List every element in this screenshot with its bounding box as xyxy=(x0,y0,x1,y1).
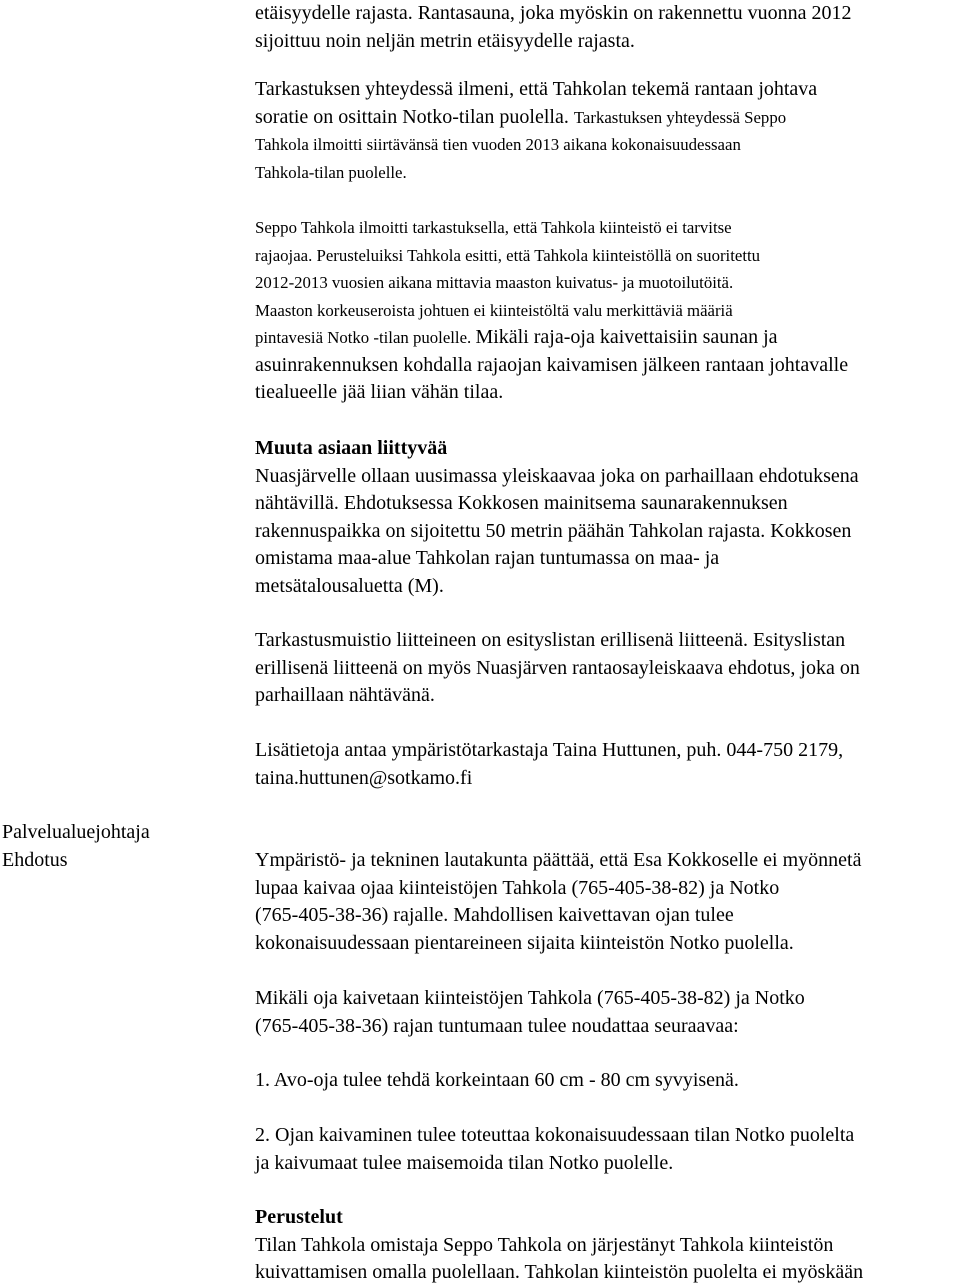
text-line xyxy=(255,0,960,28)
text-line xyxy=(255,518,960,546)
text-line xyxy=(255,463,960,491)
text-line xyxy=(255,1259,960,1287)
text-run: Tarkastusmuistio liitteineen on esityslistan erillisenä liitteenä. Esityslistan xyxy=(255,629,846,651)
text-line xyxy=(255,1150,960,1178)
text-run: Ympäristö- ja tekninen lautakunta päättää, että Esa Kokkoselle ei myönnetä xyxy=(255,849,862,871)
text-run: sijoittuu noin neljän metrin etäisyydelle rajasta. xyxy=(255,29,635,52)
text-line xyxy=(255,1122,960,1150)
text-run: kokonaisuudessaan pientareineen sijaita kiinteistön Notko puolella. xyxy=(255,931,794,954)
text-line xyxy=(255,435,960,463)
section-grounds xyxy=(255,1204,960,1287)
paragraph-conditions xyxy=(255,985,960,1040)
text-line xyxy=(255,765,960,793)
list-item-condition-1 xyxy=(255,1067,960,1095)
text-run: soratie on osittain Notko-tilan puolella. xyxy=(255,105,574,128)
section-other-matters xyxy=(255,435,960,600)
list-item-condition-2 xyxy=(255,1122,960,1177)
text-line xyxy=(255,379,960,407)
text-line xyxy=(255,847,960,875)
text-line xyxy=(255,875,960,903)
text-line xyxy=(255,104,960,132)
text-line xyxy=(255,28,960,56)
sidebar-role: Palvelualuejohtaja xyxy=(2,821,150,843)
sidebar-label: Ehdotus xyxy=(2,848,68,871)
text-line xyxy=(255,1013,960,1041)
text-run: Perusteluiksi Tahkola esitti, että Tahkola kiinteistöllä on suoritettu xyxy=(316,245,761,265)
text-line xyxy=(255,1067,960,1095)
text-line xyxy=(255,269,960,297)
paragraph-contact xyxy=(255,737,960,792)
text-run: etäisyydelle rajasta. Rantasauna, joka myöskin on rakennettu vuonna 2012 xyxy=(255,2,852,24)
text-line xyxy=(255,242,960,270)
text-run: 2. Ojan kaivaminen tulee toteuttaa kokonaisuudessaan tilan Notko puolelta xyxy=(255,1124,855,1146)
text-run: taina.huttunen@sotkamo.fi xyxy=(255,766,473,789)
text-run: erillisenä liitteenä on myös Nuasjärven rantaosayleiskaava ehdotus, joka on xyxy=(255,656,860,679)
text-line xyxy=(255,985,960,1013)
text-run: nähtävillä. Ehdotuksessa Kokkosen mainitsema saunarakennuksen xyxy=(255,492,788,514)
text-run: Tarkastuksen yhteydessä Seppo xyxy=(573,107,787,127)
text-line xyxy=(255,76,960,104)
paragraph-proposal xyxy=(255,847,960,957)
text-run: omistama maa-alue Tahkolan rajan tuntumassa on maa- ja xyxy=(255,547,720,569)
text-run: Tilan Tahkola omistaja Seppo Tahkola on järjestänyt Tahkola kiinteistön xyxy=(255,1233,834,1256)
text-line xyxy=(255,131,960,159)
text-run: (765-405-38-36) rajalle. Mahdollisen kaivettavan ojan tulee xyxy=(255,904,734,926)
text-line xyxy=(255,352,960,380)
text-run: Seppo Tahkola ilmoitti tarkastuksella, että Tahkola kiinteistö ei tarvitse xyxy=(255,218,732,237)
text-run: Tarkastuksen yhteydessä ilmeni, että Tahkolan tekemä rantaan johtava xyxy=(255,78,818,100)
text-line xyxy=(255,737,960,765)
text-run: Tahkola ilmoitti siirtävänsä tien vuoden 2013 aikana kokonaisuudessaan xyxy=(255,135,741,154)
text-run: (765-405-38-36) rajan tuntumaan tulee noudattaa seuraavaa: xyxy=(255,1014,739,1037)
paragraph-intro-tail xyxy=(255,0,960,55)
section-heading: Muuta asiaan liittyvää xyxy=(255,437,448,459)
paragraph-inspection xyxy=(255,76,960,186)
text-run: parhaillaan nähtävänä. xyxy=(255,684,435,706)
text-line xyxy=(255,297,960,325)
text-run: Lisätietoja antaa ympäristötarkastaja Taina Huttunen, puh. 044-750 2179, xyxy=(255,739,844,761)
text-line xyxy=(255,1232,960,1260)
text-line xyxy=(255,930,960,958)
text-line xyxy=(255,1204,960,1232)
text-line xyxy=(255,573,960,601)
text-run: Mikäli raja-oja kaivettaisiin saunan ja xyxy=(475,326,778,348)
text-run: Nuasjärvelle ollaan uusimassa yleiskaavaa joka on parhaillaan ehdotuksena xyxy=(255,464,859,487)
text-run: ja kaivumaat tulee maisemoida tilan Notko puolelle. xyxy=(255,1151,674,1174)
text-run: Maaston korkeuseroista johtuen ei kiinteistöltä valu merkittäviä määriä xyxy=(255,300,733,320)
text-line xyxy=(255,490,960,518)
paragraph-attachments xyxy=(255,627,960,710)
text-run: 1. Avo-oja tulee tehdä korkeintaan 60 cm - 80 cm syvyisenä. xyxy=(255,1069,739,1091)
text-run: rakennuspaikka on sijoitettu 50 metrin päähän Tahkolan rajasta. Kokkosen xyxy=(255,519,852,542)
text-line xyxy=(255,902,960,930)
text-run: asuinrakennuksen kohdalla rajaojan kaivamisen jälkeen rantaan johtavalle xyxy=(255,353,849,376)
text-line xyxy=(255,627,960,655)
text-run: Tahkola-tilan puolelle. xyxy=(255,162,407,182)
text-run: lupaa kaivaa ojaa kiinteistöjen Tahkola (765-405-38-82) ja Notko xyxy=(255,876,780,899)
text-line xyxy=(255,159,960,187)
text-line xyxy=(255,655,960,683)
section-heading: Perustelut xyxy=(255,1206,343,1228)
text-run: rajaojaa. xyxy=(255,245,317,265)
text-line xyxy=(255,324,960,352)
text-run: Mikäli oja kaivetaan kiinteistöjen Tahkola (765-405-38-82) ja Notko xyxy=(255,987,805,1009)
text-run: kuivattamisen omalla puolellaan. Tahkolan kiinteistön puolelta ei myöskään xyxy=(255,1261,864,1283)
sidebar-heading xyxy=(2,819,242,874)
text-run: 2012-2013 vuosien aikana mittavia maaston kuivatus- ja muotoilutöitä. xyxy=(255,273,734,292)
text-run: tiealueelle jää liian vähän tilaa. xyxy=(255,381,504,403)
text-run: pintavesiä Notko -tilan puolelle. xyxy=(255,328,476,347)
text-line xyxy=(255,682,960,710)
text-line xyxy=(255,214,960,242)
paragraph-tahkola-statement xyxy=(255,214,960,407)
text-run: metsätalousaluetta (M). xyxy=(255,574,444,597)
text-line xyxy=(255,545,960,573)
